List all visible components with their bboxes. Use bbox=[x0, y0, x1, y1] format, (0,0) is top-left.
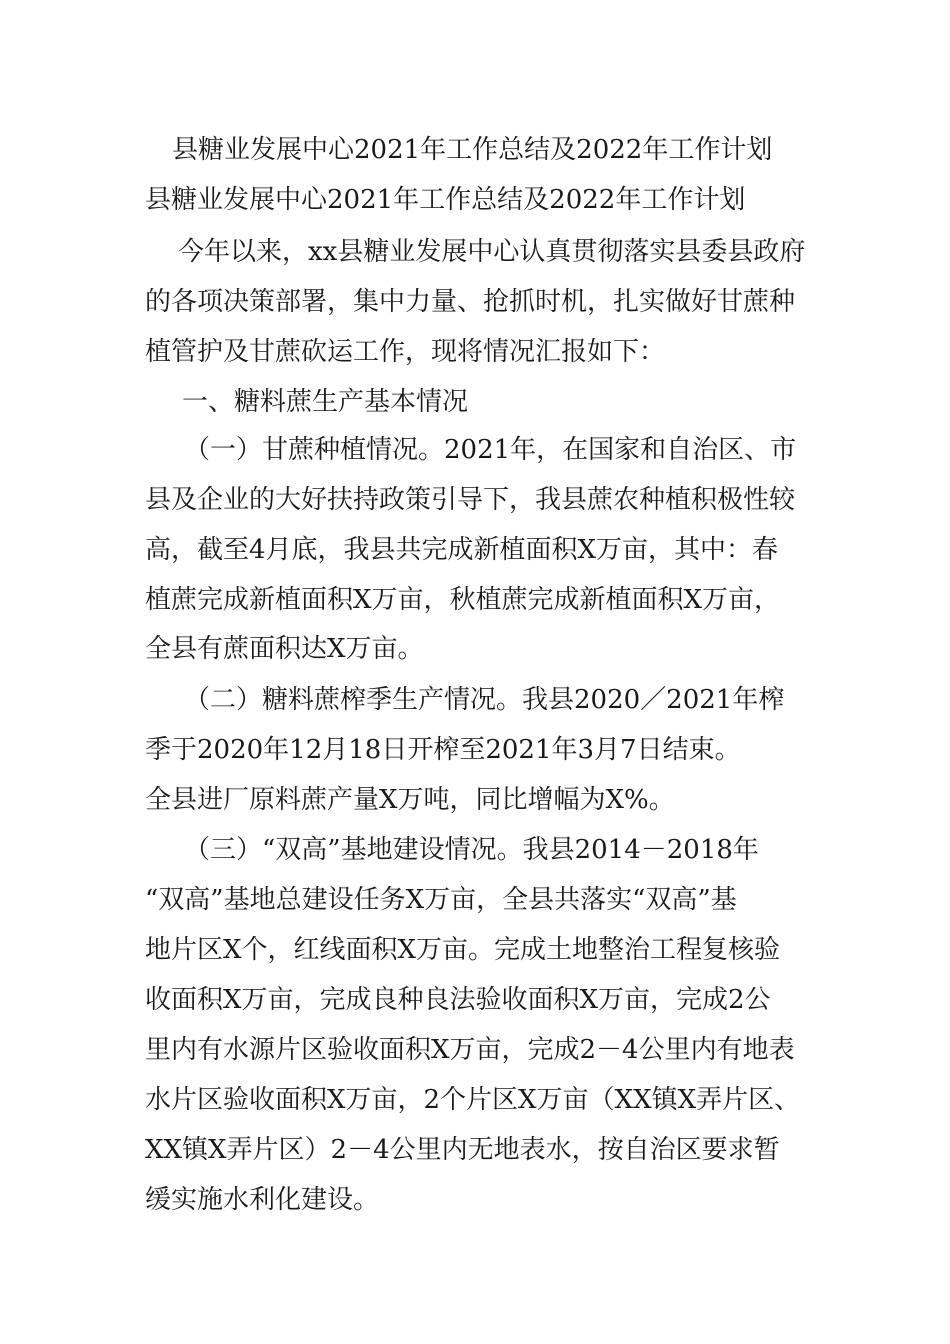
text-line: “双高”基地总建设任务X万亩，全县共落实“双高”基 bbox=[145, 885, 737, 915]
text-line: 季于2020年12月18日开榨至2021年3月7日结束。 bbox=[145, 735, 741, 765]
text-line: 今年以来，xx县糖业发展中心认真贯彻落实县委县政府 bbox=[178, 237, 806, 267]
text-line: 的各项决策部署，集中力量、抢抓时机，扎实做好甘蔗种 bbox=[145, 287, 796, 317]
text-line: 县及企业的大好扶持政策引导下，我县蔗农种植积极性较 bbox=[145, 485, 796, 515]
section-heading: 一、糖料蔗生产基本情况 bbox=[182, 387, 469, 417]
text-line: 全县有蔗面积达X万亩。 bbox=[145, 634, 424, 664]
text-line: （二）糖料蔗榨季生产情况。我县2020／2021年榨 bbox=[184, 685, 785, 715]
text-line: 地片区X个，红线面积X万亩。完成土地整治工程复核验 bbox=[145, 935, 781, 965]
text-line: 水片区验收面积X万亩，2个片区X万亩（XX镇X弄片区、 bbox=[145, 1085, 801, 1115]
text-line: （三）“双高”基地建设情况。我县2014－2018年 bbox=[184, 835, 759, 865]
text-line: 缓实施水利化建设。 bbox=[145, 1185, 380, 1215]
text-line: 里内有水源片区验收面积X万亩，完成2－4公里内有地表 bbox=[145, 1035, 795, 1065]
text-line: 高，截至4月底，我县共完成新植面积X万亩，其中：春 bbox=[145, 535, 779, 565]
document-subtitle: 县糖业发展中心2021年工作总结及2022年工作计划 bbox=[145, 185, 746, 215]
document-title: 县糖业发展中心2021年工作总结及2022年工作计划 bbox=[172, 135, 773, 165]
text-line: XX镇X弄片区）2－4公里内无地表水，按自治区要求暂 bbox=[145, 1135, 780, 1165]
text-line: 植管护及甘蔗砍运工作，现将情况汇报如下： bbox=[145, 337, 666, 367]
text-line: 收面积X万亩，完成良种良法验收面积X万亩，完成2公 bbox=[145, 985, 771, 1015]
text-line: 全县进厂原料蔗产量X万吨，同比增幅为X%。 bbox=[145, 785, 675, 815]
text-line: （一）甘蔗种植情况。2021年，在国家和自治区、市 bbox=[184, 435, 797, 465]
text-line: 植蔗完成新植面积X万亩，秋植蔗完成新植面积X万亩， bbox=[145, 585, 781, 615]
